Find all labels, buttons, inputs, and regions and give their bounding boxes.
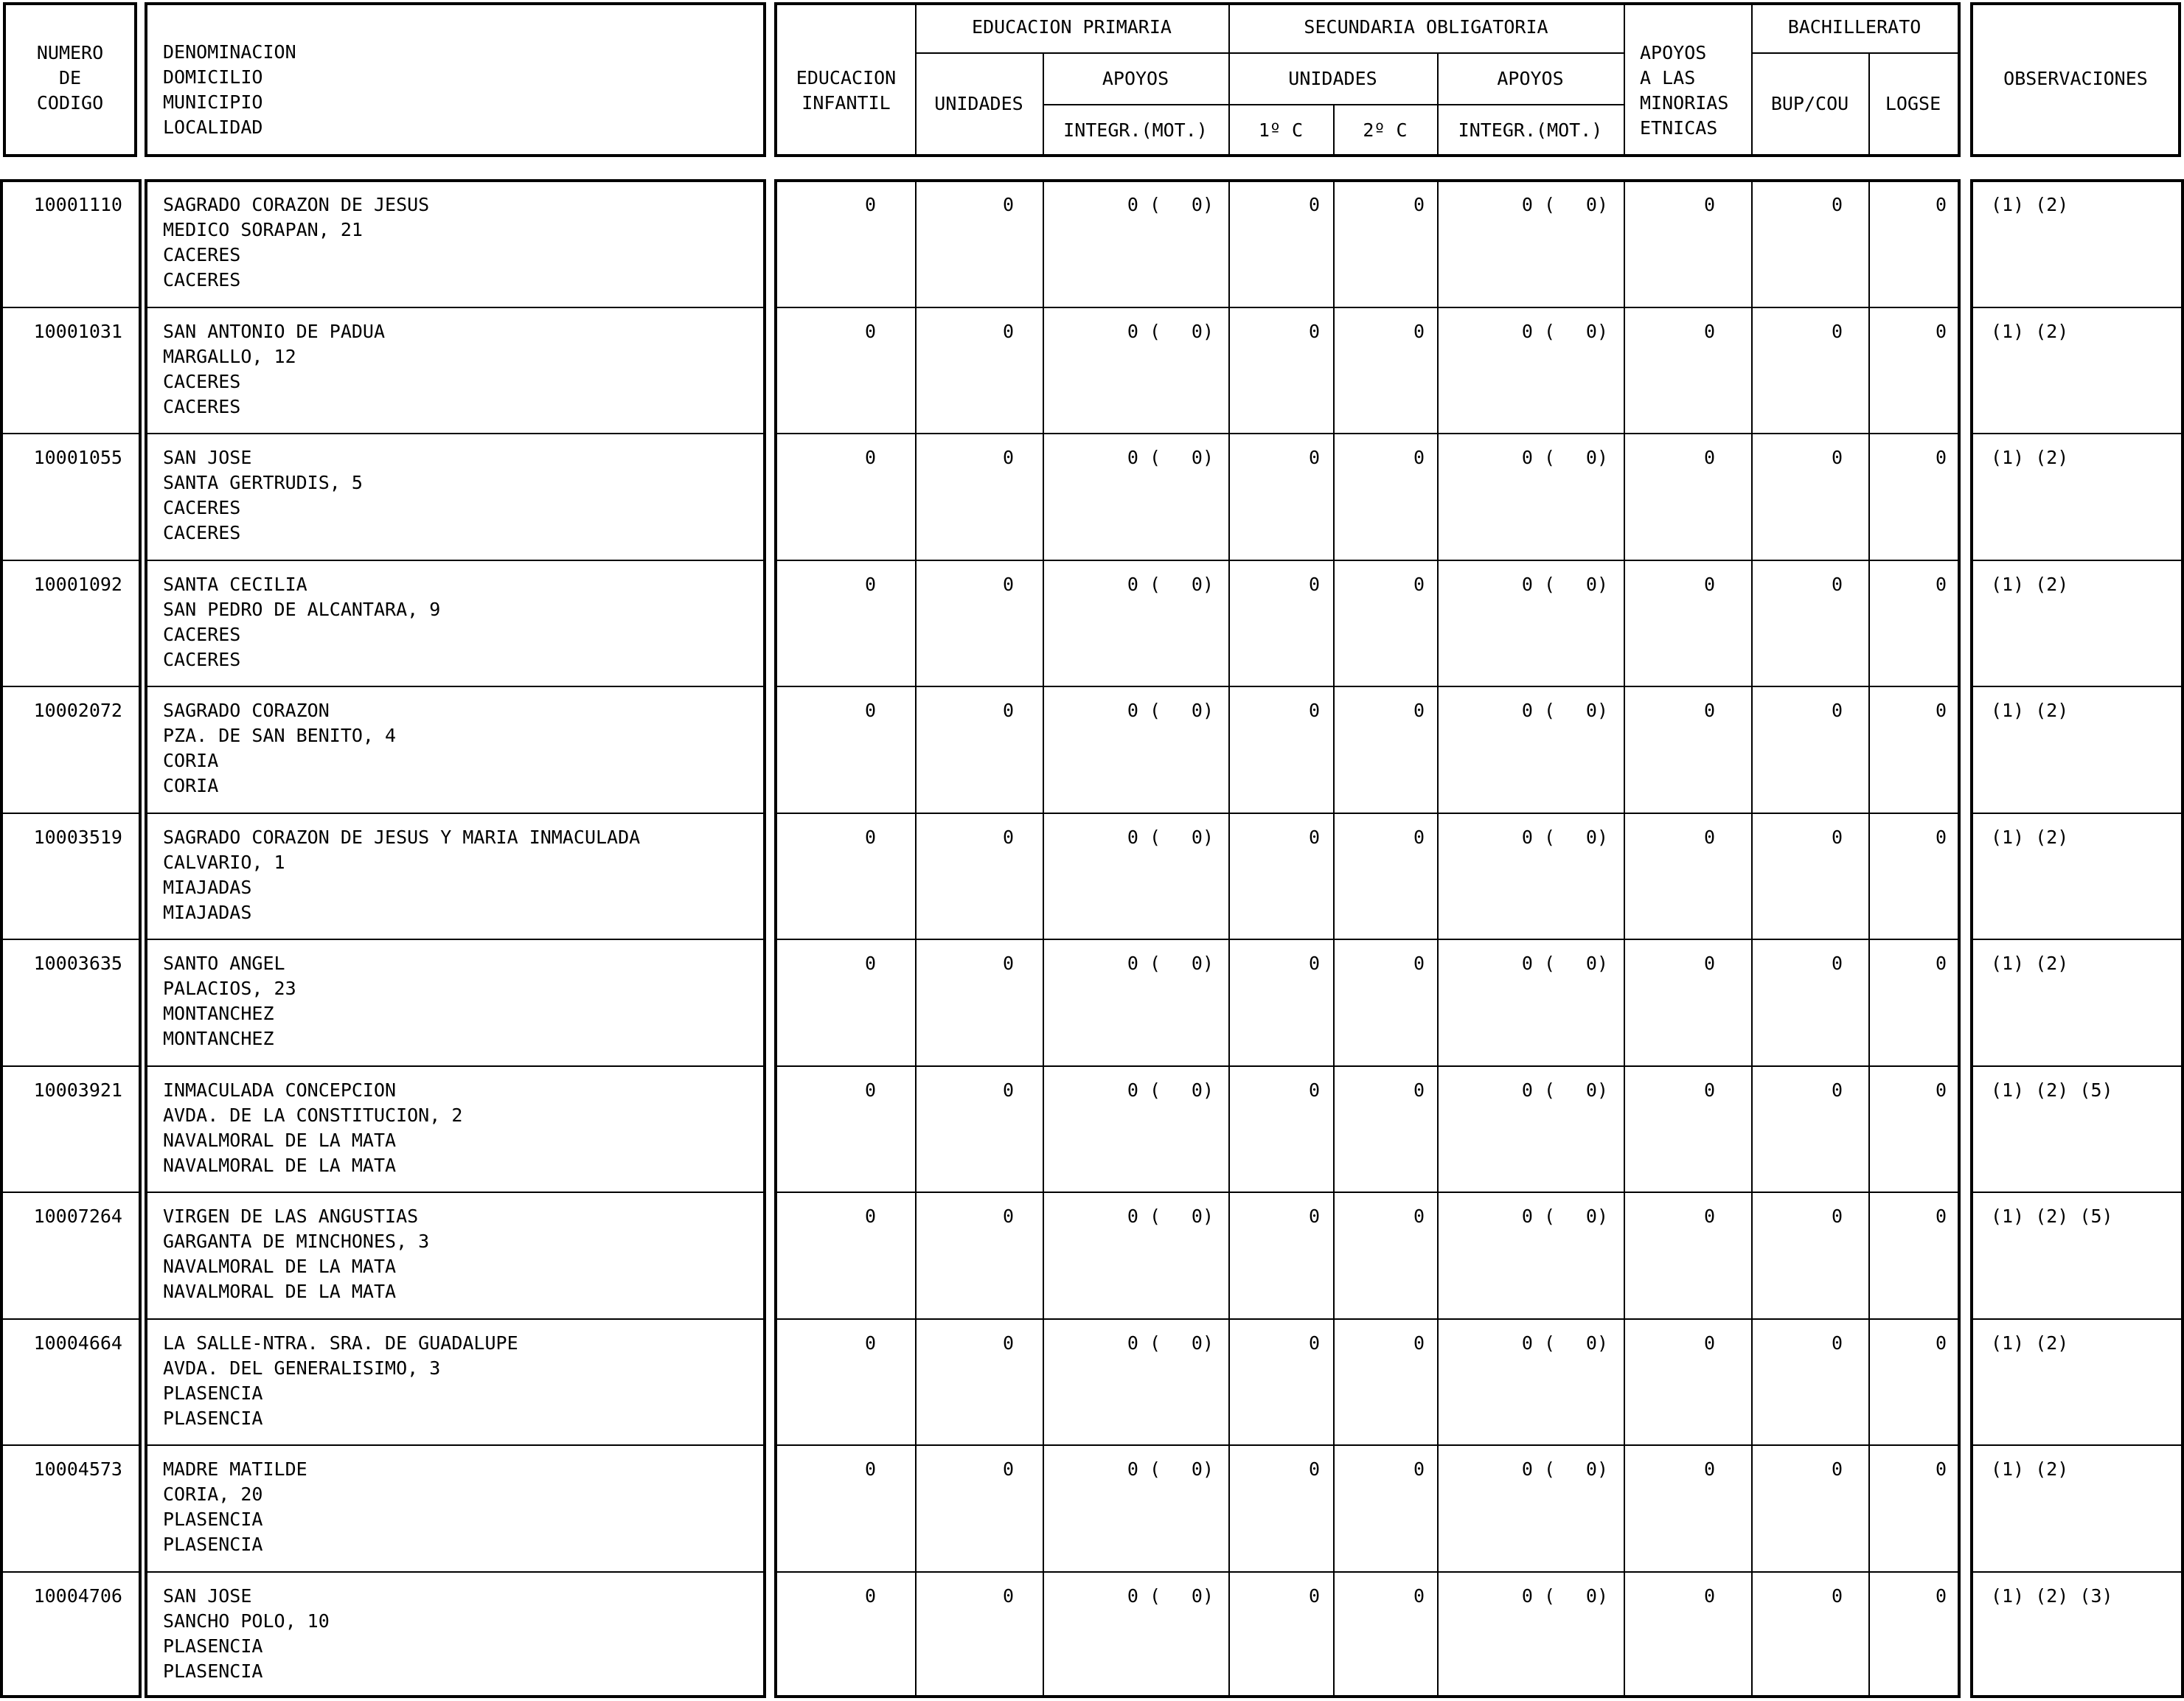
localidad-cell: CACERES (163, 269, 241, 291)
primaria-unidades-cell: 0 (1002, 1458, 1014, 1480)
domicilio-cell: GARGANTA DE MINCHONES, 3 (163, 1231, 430, 1252)
primaria-apoyos-cell: 0 ( (1127, 1458, 1161, 1480)
secundaria-apoyos-cell: 0 ( (1521, 826, 1555, 848)
row-divider (146, 560, 765, 561)
header-divider (1228, 104, 1624, 105)
row-divider (776, 560, 1959, 561)
codigo-cell: 10003921 (33, 1079, 122, 1101)
row-divider (776, 1571, 1959, 1573)
primaria-mot-cell: 0) (1191, 1332, 1214, 1354)
secundaria-apoyos-cell: 0 ( (1521, 1332, 1555, 1354)
primaria-mot-cell: 0) (1191, 700, 1214, 721)
header-educacion-infantil: EDUCACION (796, 67, 897, 88)
header-secundaria-obligatoria: SECUNDARIA OBLIGATORIA (1304, 16, 1548, 38)
minorias-cell: 0 (1703, 447, 1715, 468)
row-divider (146, 1318, 765, 1320)
denominacion-cell: SAGRADO CORAZON (163, 700, 330, 721)
infantil-cell: 0 (864, 1458, 876, 1480)
minorias-cell: 0 (1703, 700, 1715, 721)
bup-cou-cell: 0 (1831, 194, 1843, 215)
secundaria-1c-cell: 0 (1308, 320, 1320, 342)
row-divider (146, 307, 765, 308)
codigo-cell: 10001031 (33, 320, 122, 342)
secundaria-mot-cell: 0) (1585, 194, 1608, 215)
municipio-cell: CACERES (163, 623, 241, 645)
primaria-mot-cell: 0) (1191, 1079, 1214, 1101)
row-divider (1972, 433, 2183, 434)
primaria-mot-cell: 0) (1191, 320, 1214, 342)
secundaria-2c-cell: 0 (1413, 1585, 1425, 1607)
municipio-cell: NAVALMORAL DE LA MATA (163, 1256, 397, 1277)
minorias-cell: 0 (1703, 826, 1715, 848)
secundaria-mot-cell: 0) (1585, 1079, 1608, 1101)
row-divider (146, 686, 765, 687)
observaciones-cell: (1) (2) (1991, 826, 2069, 848)
primaria-unidades-cell: 0 (1002, 447, 1014, 468)
row-divider (776, 1318, 1959, 1320)
codigo-cell: 10003635 (33, 953, 122, 974)
secundaria-1c-cell: 0 (1308, 1458, 1320, 1480)
header-divider (1043, 104, 1228, 105)
row-divider (1, 939, 140, 940)
row-divider (146, 1571, 765, 1573)
primaria-mot-cell: 0) (1191, 1585, 1214, 1607)
row-divider (146, 813, 765, 814)
row-divider (1972, 1571, 2183, 1573)
row-divider (1, 307, 140, 308)
secundaria-apoyos-cell: 0 ( (1521, 1206, 1555, 1227)
bup-cou-cell: 0 (1831, 700, 1843, 721)
secundaria-1c-cell: 0 (1308, 1079, 1320, 1101)
header-secundaria-apoyos: APOYOS (1497, 68, 1564, 89)
header-apoyos-minorias-4: ETNICAS (1640, 117, 1718, 139)
denominacion-cell: SAN ANTONIO DE PADUA (163, 320, 386, 342)
secundaria-mot-cell: 0) (1585, 1206, 1608, 1227)
primaria-apoyos-cell: 0 ( (1127, 826, 1161, 848)
row-divider (146, 939, 765, 940)
localidad-cell: CORIA (163, 775, 219, 796)
row-divider (776, 1444, 1959, 1446)
logse-cell: 0 (1935, 447, 1947, 468)
logse-cell: 0 (1935, 1332, 1947, 1354)
observaciones-cell: (1) (2) (1991, 573, 2069, 595)
logse-cell: 0 (1935, 700, 1947, 721)
logse-cell: 0 (1935, 1079, 1947, 1101)
header-municipio: MUNICIPIO (163, 91, 263, 113)
localidad-cell: CACERES (163, 395, 241, 417)
secundaria-2c-cell: 0 (1413, 1332, 1425, 1354)
row-divider (776, 1192, 1959, 1193)
primaria-unidades-cell: 0 (1002, 573, 1014, 595)
row-divider (1972, 686, 2183, 687)
header-secundaria-integr: INTEGR.(MOT.) (1458, 119, 1603, 141)
secundaria-2c-cell: 0 (1413, 1206, 1425, 1227)
minorias-cell: 0 (1703, 573, 1715, 595)
observaciones-cell: (1) (2) (5) (1991, 1079, 2113, 1101)
row-divider (1, 1065, 140, 1067)
header-divider (915, 52, 1624, 54)
secundaria-apoyos-cell: 0 ( (1521, 953, 1555, 974)
infantil-cell: 0 (864, 700, 876, 721)
row-divider (776, 686, 1959, 687)
observaciones-cell: (1) (2) (3) (1991, 1585, 2113, 1607)
municipio-cell: CACERES (163, 497, 241, 518)
row-divider (776, 307, 1959, 308)
secundaria-mot-cell: 0) (1585, 447, 1608, 468)
logse-cell: 0 (1935, 1206, 1947, 1227)
localidad-cell: MIAJADAS (163, 901, 252, 923)
row-divider (1972, 1444, 2183, 1446)
logse-cell: 0 (1935, 1585, 1947, 1607)
denominacion-cell: VIRGEN DE LAS ANGUSTIAS (163, 1206, 419, 1227)
observaciones-cell: (1) (2) (1991, 1458, 2069, 1480)
row-divider (1972, 1192, 2183, 1193)
header-divider (1624, 4, 1625, 156)
secundaria-1c-cell: 0 (1308, 447, 1320, 468)
denominacion-cell: SANTO ANGEL (163, 953, 285, 974)
infantil-cell: 0 (864, 194, 876, 215)
primaria-mot-cell: 0) (1191, 1206, 1214, 1227)
municipio-cell: CORIA (163, 750, 219, 771)
municipio-cell: MONTANCHEZ (163, 1003, 274, 1024)
domicilio-cell: MEDICO SORAPAN, 21 (163, 219, 363, 240)
header-bachillerato: BACHILLERATO (1787, 16, 1922, 38)
secundaria-2c-cell: 0 (1413, 1079, 1425, 1101)
bup-cou-cell: 0 (1831, 320, 1843, 342)
secundaria-1c-cell: 0 (1308, 573, 1320, 595)
bup-cou-cell: 0 (1831, 1332, 1843, 1354)
domicilio-cell: PZA. DE SAN BENITO, 4 (163, 725, 397, 746)
bup-cou-cell: 0 (1831, 573, 1843, 595)
primaria-unidades-cell: 0 (1002, 1206, 1014, 1227)
secundaria-apoyos-cell: 0 ( (1521, 1458, 1555, 1480)
observaciones-cell: (1) (2) (5) (1991, 1206, 2113, 1227)
row-divider (1, 1444, 140, 1446)
secundaria-2c-cell: 0 (1413, 573, 1425, 595)
domicilio-cell: AVDA. DE LA CONSTITUCION, 2 (163, 1104, 463, 1126)
municipio-cell: NAVALMORAL DE LA MATA (163, 1129, 397, 1151)
header-apoyos-minorias-2: A LAS (1640, 67, 1696, 88)
bup-cou-cell: 0 (1831, 447, 1843, 468)
header-apoyos-minorias-3: MINORIAS (1640, 92, 1729, 114)
primaria-apoyos-cell: 0 ( (1127, 573, 1161, 595)
logse-cell: 0 (1935, 826, 1947, 848)
primaria-mot-cell: 0) (1191, 826, 1214, 848)
primaria-apoyos-cell: 0 ( (1127, 1079, 1161, 1101)
header-secundaria-unidades: UNIDADES (1288, 68, 1377, 89)
codigo-cell: 10001055 (33, 447, 122, 468)
row-divider (1972, 1318, 2183, 1320)
header-primaria-unidades: UNIDADES (934, 93, 1023, 114)
localidad-cell: NAVALMORAL DE LA MATA (163, 1154, 397, 1176)
domicilio-cell: CORIA, 20 (163, 1483, 263, 1505)
secundaria-2c-cell: 0 (1413, 953, 1425, 974)
domicilio-cell: CALVARIO, 1 (163, 851, 285, 873)
secundaria-mot-cell: 0) (1585, 953, 1608, 974)
secundaria-mot-cell: 0) (1585, 826, 1608, 848)
denominacion-cell: SAGRADO CORAZON DE JESUS Y MARIA INMACULADA (163, 826, 641, 848)
localidad-cell: PLASENCIA (163, 1534, 263, 1555)
secundaria-1c-cell: 0 (1308, 1585, 1320, 1607)
minorias-cell: 0 (1703, 194, 1715, 215)
secundaria-2c-cell: 0 (1413, 447, 1425, 468)
primaria-mot-cell: 0) (1191, 447, 1214, 468)
denominacion-cell: SAN JOSE (163, 1585, 252, 1607)
primaria-apoyos-cell: 0 ( (1127, 1206, 1161, 1227)
infantil-cell: 0 (864, 320, 876, 342)
secundaria-1c-cell: 0 (1308, 953, 1320, 974)
primaria-unidades-cell: 0 (1002, 1585, 1014, 1607)
row-divider (1, 1318, 140, 1320)
secundaria-mot-cell: 0) (1585, 1585, 1608, 1607)
bup-cou-cell: 0 (1831, 953, 1843, 974)
codigo-cell: 10001092 (33, 573, 122, 595)
domicilio-cell: PALACIOS, 23 (163, 978, 296, 999)
secundaria-mot-cell: 0) (1585, 320, 1608, 342)
denominacion-cell: SAN JOSE (163, 447, 252, 468)
observaciones-cell: (1) (2) (1991, 194, 2069, 215)
secundaria-2c-cell: 0 (1413, 1458, 1425, 1480)
header-educacion-primaria: EDUCACION PRIMARIA (972, 16, 1172, 38)
primaria-apoyos-cell: 0 ( (1127, 447, 1161, 468)
secundaria-apoyos-cell: 0 ( (1521, 320, 1555, 342)
header-denominacion: DENOMINACION (163, 41, 296, 63)
localidad-cell: CACERES (163, 522, 241, 543)
primaria-apoyos-cell: 0 ( (1127, 953, 1161, 974)
primaria-apoyos-cell: 0 ( (1127, 1585, 1161, 1607)
header-secundaria-1c: 1º C (1258, 119, 1304, 141)
row-divider (1972, 939, 2183, 940)
row-divider (146, 1065, 765, 1067)
denominacion-cell: SAGRADO CORAZON DE JESUS (163, 194, 430, 215)
row-divider (146, 433, 765, 434)
domicilio-cell: SAN PEDRO DE ALCANTARA, 9 (163, 598, 441, 620)
codigo-cell: 10004706 (33, 1585, 122, 1607)
infantil-cell: 0 (864, 573, 876, 595)
header-codigo: CODIGO (36, 92, 104, 114)
municipio-cell: PLASENCIA (163, 1509, 263, 1530)
logse-cell: 0 (1935, 194, 1947, 215)
denominacion-cell: SANTA CECILIA (163, 573, 307, 595)
primaria-apoyos-cell: 0 ( (1127, 700, 1161, 721)
header-observaciones: OBSERVACIONES (2003, 68, 2148, 89)
denominacion-cell: MADRE MATILDE (163, 1458, 307, 1480)
logse-cell: 0 (1935, 1458, 1947, 1480)
observaciones-cell: (1) (2) (1991, 320, 2069, 342)
primaria-mot-cell: 0) (1191, 573, 1214, 595)
infantil-cell: 0 (864, 953, 876, 974)
observaciones-cell: (1) (2) (1991, 1332, 2069, 1354)
secundaria-apoyos-cell: 0 ( (1521, 573, 1555, 595)
header-logse: LOGSE (1885, 93, 1941, 114)
municipio-cell: CACERES (163, 244, 241, 265)
row-divider (776, 433, 1959, 434)
primaria-apoyos-cell: 0 ( (1127, 1332, 1161, 1354)
bup-cou-cell: 0 (1831, 1585, 1843, 1607)
secundaria-1c-cell: 0 (1308, 1332, 1320, 1354)
primaria-unidades-cell: 0 (1002, 320, 1014, 342)
primaria-mot-cell: 0) (1191, 194, 1214, 215)
primaria-mot-cell: 0) (1191, 1458, 1214, 1480)
secundaria-2c-cell: 0 (1413, 320, 1425, 342)
header-secundaria-2c: 2º C (1363, 119, 1408, 141)
primaria-apoyos-cell: 0 ( (1127, 194, 1161, 215)
minorias-cell: 0 (1703, 1332, 1715, 1354)
primaria-unidades-cell: 0 (1002, 194, 1014, 215)
secundaria-1c-cell: 0 (1308, 700, 1320, 721)
denominacion-cell: LA SALLE-NTRA. SRA. DE GUADALUPE (163, 1332, 518, 1354)
bup-cou-cell: 0 (1831, 826, 1843, 848)
observaciones-cell: (1) (2) (1991, 953, 2069, 974)
minorias-cell: 0 (1703, 953, 1715, 974)
observaciones-cell: (1) (2) (1991, 447, 2069, 468)
row-divider (1, 686, 140, 687)
localidad-cell: PLASENCIA (163, 1407, 263, 1429)
bup-cou-cell: 0 (1831, 1079, 1843, 1101)
secundaria-apoyos-cell: 0 ( (1521, 1585, 1555, 1607)
codigo-cell: 10007264 (33, 1206, 122, 1227)
minorias-cell: 0 (1703, 1206, 1715, 1227)
domicilio-cell: AVDA. DEL GENERALISIMO, 3 (163, 1357, 441, 1379)
infantil-cell: 0 (864, 447, 876, 468)
logse-cell: 0 (1935, 953, 1947, 974)
secundaria-mot-cell: 0) (1585, 1458, 1608, 1480)
localidad-cell: MONTANCHEZ (163, 1028, 274, 1049)
codigo-cell: 10004573 (33, 1458, 122, 1480)
primaria-unidades-cell: 0 (1002, 1079, 1014, 1101)
secundaria-mot-cell: 0) (1585, 573, 1608, 595)
secundaria-apoyos-cell: 0 ( (1521, 194, 1555, 215)
row-divider (776, 813, 1959, 814)
domicilio-cell: SANTA GERTRUDIS, 5 (163, 472, 363, 493)
secundaria-apoyos-cell: 0 ( (1521, 1079, 1555, 1101)
header-primaria-integr: INTEGR.(MOT.) (1063, 119, 1208, 141)
header-domicilio: DOMICILIO (163, 66, 263, 88)
domicilio-cell: MARGALLO, 12 (163, 345, 296, 367)
primaria-apoyos-cell: 0 ( (1127, 320, 1161, 342)
codigo-cell: 10001110 (33, 194, 122, 215)
primaria-unidades-cell: 0 (1002, 1332, 1014, 1354)
localidad-cell: PLASENCIA (163, 1660, 263, 1682)
primaria-unidades-cell: 0 (1002, 953, 1014, 974)
municipio-cell: PLASENCIA (163, 1382, 263, 1404)
municipio-cell: MIAJADAS (163, 876, 252, 898)
infantil-cell: 0 (864, 826, 876, 848)
header-apoyos-minorias-1: APOYOS (1640, 42, 1707, 63)
secundaria-1c-cell: 0 (1308, 194, 1320, 215)
row-divider (1972, 560, 2183, 561)
secundaria-2c-cell: 0 (1413, 700, 1425, 721)
codigo-cell: 10003519 (33, 826, 122, 848)
row-divider (776, 1065, 1959, 1067)
secundaria-1c-cell: 0 (1308, 826, 1320, 848)
secundaria-2c-cell: 0 (1413, 194, 1425, 215)
header-numero: NUMERO (36, 42, 104, 63)
logse-cell: 0 (1935, 573, 1947, 595)
header-bup-cou: BUP/COU (1770, 93, 1849, 114)
minorias-cell: 0 (1703, 1585, 1715, 1607)
row-divider (776, 939, 1959, 940)
infantil-cell: 0 (864, 1332, 876, 1354)
header-divider (1751, 52, 1958, 54)
row-divider (1972, 307, 2183, 308)
logse-cell: 0 (1935, 320, 1947, 342)
infantil-cell: 0 (864, 1206, 876, 1227)
secundaria-mot-cell: 0) (1585, 700, 1608, 721)
secundaria-mot-cell: 0) (1585, 1332, 1608, 1354)
minorias-cell: 0 (1703, 320, 1715, 342)
municipio-cell: PLASENCIA (163, 1635, 263, 1657)
row-divider (1, 433, 140, 434)
codigo-cell: 10002072 (33, 700, 122, 721)
secundaria-apoyos-cell: 0 ( (1521, 700, 1555, 721)
header-primaria-apoyos: APOYOS (1102, 68, 1169, 89)
row-divider (146, 1192, 765, 1193)
domicilio-cell: SANCHO POLO, 10 (163, 1610, 330, 1632)
minorias-cell: 0 (1703, 1079, 1715, 1101)
codigo-cell: 10004664 (33, 1332, 122, 1354)
infantil-cell: 0 (864, 1585, 876, 1607)
secundaria-apoyos-cell: 0 ( (1521, 447, 1555, 468)
infantil-cell: 0 (864, 1079, 876, 1101)
header-educacion-infantil-2: INFANTIL (801, 92, 891, 114)
denominacion-cell: INMACULADA CONCEPCION (163, 1079, 397, 1101)
row-divider (146, 1444, 765, 1446)
primaria-unidades-cell: 0 (1002, 826, 1014, 848)
localidad-cell: CACERES (163, 648, 241, 670)
observaciones-cell: (1) (2) (1991, 700, 2069, 721)
localidad-cell: NAVALMORAL DE LA MATA (163, 1281, 397, 1302)
row-divider (1, 813, 140, 814)
primaria-mot-cell: 0) (1191, 953, 1214, 974)
secundaria-1c-cell: 0 (1308, 1206, 1320, 1227)
header-localidad: LOCALIDAD (163, 116, 263, 138)
primaria-unidades-cell: 0 (1002, 700, 1014, 721)
bup-cou-cell: 0 (1831, 1206, 1843, 1227)
row-divider (1972, 813, 2183, 814)
minorias-cell: 0 (1703, 1458, 1715, 1480)
secundaria-2c-cell: 0 (1413, 826, 1425, 848)
row-divider (1, 560, 140, 561)
header-de: DE (58, 67, 82, 88)
row-divider (1, 1571, 140, 1573)
row-divider (1, 1192, 140, 1193)
bup-cou-cell: 0 (1831, 1458, 1843, 1480)
row-divider (1972, 1065, 2183, 1067)
municipio-cell: CACERES (163, 370, 241, 392)
